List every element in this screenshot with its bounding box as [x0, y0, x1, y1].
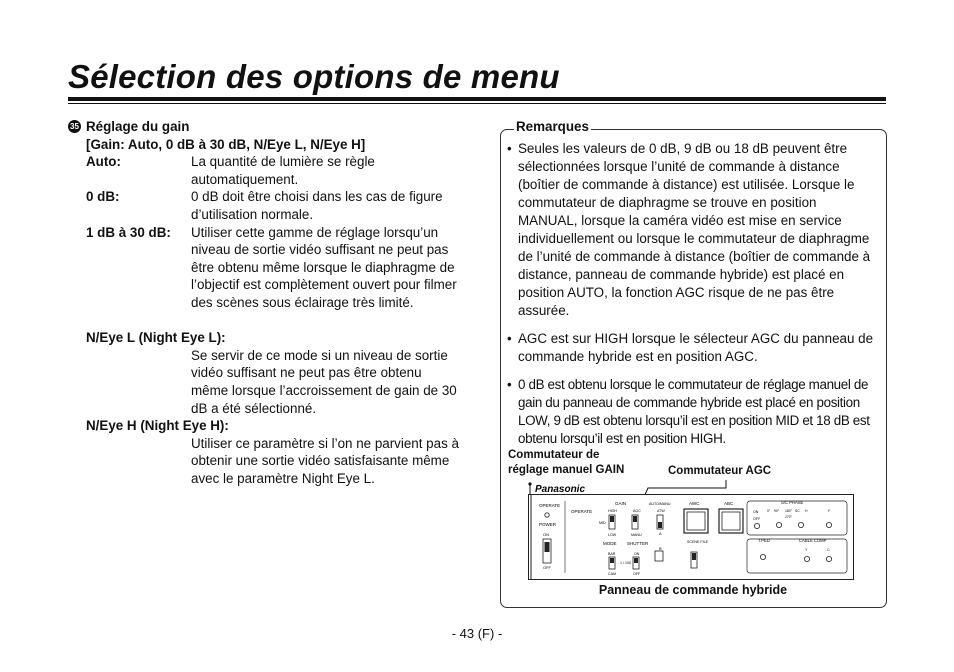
- param-label-auto: Auto:: [86, 154, 121, 170]
- power-label: POWER: [539, 522, 557, 527]
- tped-label: T.PED: [758, 538, 770, 543]
- cable-comp-c-knob[interactable]: [826, 556, 831, 561]
- auto-manu-label: AUTO/MANU: [649, 502, 671, 506]
- panel-brand: Panasonic: [535, 484, 586, 495]
- section-number-badge: 35: [68, 120, 81, 133]
- power-switch-knob: [545, 542, 550, 552]
- operate-lamp: [545, 513, 549, 517]
- panel-drawing: [529, 484, 853, 579]
- operate-label: OPERATE: [539, 503, 561, 508]
- bullet: •: [507, 141, 512, 156]
- agc-label: AGC: [633, 509, 641, 513]
- param-label-neye-h: N/Eye H (Night Eye H):: [86, 418, 229, 434]
- atw-switch-knob: [658, 522, 662, 528]
- awc-button-face: [687, 512, 705, 530]
- bullet: •: [507, 377, 512, 392]
- deg90-label: 90°: [774, 509, 780, 513]
- sc-phase-on-off-knob[interactable]: [754, 523, 759, 528]
- c-label: C: [827, 548, 830, 552]
- sc-label: SC: [795, 509, 800, 513]
- scene-file-label: SCENE FILE: [687, 540, 708, 544]
- bar-label: BAR: [608, 552, 616, 556]
- sc-phase-label: S/C PHASE: [781, 500, 804, 505]
- abc-label: ABC: [724, 501, 734, 506]
- y-label: Y: [805, 548, 808, 552]
- gain-group-label: GAIN: [615, 501, 627, 506]
- cam-label: CAM: [608, 572, 616, 576]
- f-label: F: [828, 509, 831, 513]
- gain-switch-label: Commutateur de réglage manuel GAIN: [508, 449, 625, 476]
- deg180-label: 180°: [785, 509, 793, 513]
- section-subheading: [Gain: Auto, 0 dB à 30 dB, N/Eye L, N/Eye H]: [86, 136, 366, 152]
- remark-text: 0 dB est obtenu lorsque le commutateur de réglage manuel de gain du panneau de commande hybride est placé en position LOW, 9 dB est obtenu lorsqu’il est en position MID et 18 dB est obtenu lorsqu’il est en position HIGH.: [518, 377, 870, 446]
- sc-phase-off-label: OFF: [753, 517, 761, 521]
- shutter-switch-knob: [634, 558, 638, 563]
- gain-manual-switch-knob: [610, 516, 614, 522]
- param-desc-1-30db: Utiliser cette gamme de réglage lorsqu’un niveau de sortie vidéo suffisant ne peut pas être obtenu même lorsque le diaphragme de l’objectif est complètement ouvert pour filmer des scènes sous éclairage très limité.: [191, 224, 457, 310]
- param-desc-auto: La quantité de lumière se règle automatiquement.: [191, 154, 375, 187]
- cable-comp-label: CABLE COMP: [799, 538, 827, 543]
- sc-phase-fine-knob[interactable]: [798, 522, 803, 527]
- shutter-off-label: OFF: [633, 572, 641, 576]
- page-number: - 43 (F) -: [451, 626, 503, 641]
- panel-operate-label: OPERATE: [571, 509, 593, 514]
- shutter-on-label: ON: [634, 552, 640, 556]
- f-knob[interactable]: [826, 522, 831, 527]
- param-label-neye-l: N/Eye L (Night Eye L):: [86, 330, 226, 346]
- mode-label: MODE: [603, 541, 617, 546]
- deg270-label: 270°: [785, 515, 793, 519]
- bullet: •: [507, 331, 512, 346]
- figure-caption: Panneau de commande hybride: [598, 583, 788, 597]
- page-title: Sélection des options de menu: [68, 58, 560, 95]
- abc-button-face: [722, 512, 740, 530]
- h-label: H: [805, 509, 808, 513]
- hybrid-control-panel: [528, 484, 854, 580]
- callout-dot: [528, 482, 531, 485]
- section-heading: Réglage du gain: [86, 119, 190, 134]
- gain-mid-label: MID: [599, 521, 606, 525]
- shutter-label: SHUTTER: [627, 541, 649, 546]
- param-desc-neye-h: Utiliser ce paramètre si l’on ne parvient pas à obtenir une sortie vidéo satisfaisante même avec le paramètre Night Eye L.: [191, 435, 459, 486]
- remark-text: Seules les valeurs de 0 dB, 9 dB ou 18 dB peuvent être sélectionnées lorsque l’unité de commande à distance (boîtier de commande à distance) est utilisée. Lorsque le commutateur de diaphragme se trouve en position MANUAL, lorsque la caméra vidéo est mise en service individuellement ou lorsque le commutateur de diaphragme de l’unité de commande à distance (boîtier de commande à distance, panneau de commande hybride) est placé en position AUTO, la fonction AGC risque de ne pas être assurée.: [518, 141, 871, 318]
- power-off-label: OFF: [543, 565, 551, 570]
- scene-b-label: B: [659, 546, 662, 551]
- scene-a-label: A: [659, 531, 662, 536]
- sc-phase-group: [747, 501, 847, 535]
- agc-switch-label: Commutateur AGC: [668, 465, 772, 477]
- param-desc-0db: 0 dB doit être choisi dans les cas de figure d’utilisation normale.: [191, 189, 443, 222]
- awc-label: AWC: [689, 501, 700, 506]
- param-label-0db: 0 dB:: [86, 189, 120, 205]
- scene-b-button[interactable]: [655, 551, 663, 561]
- shutter-1-100-label: 1 / 100: [620, 561, 631, 565]
- mode-switch-knob: [610, 558, 614, 563]
- remarks-title: Remarques: [516, 119, 589, 134]
- deg0-label: 0°: [767, 509, 771, 513]
- scene-file-switch-knob: [692, 553, 696, 560]
- cable-comp-y-knob[interactable]: [804, 556, 809, 561]
- param-desc-neye-l: Se servir de ce mode si un niveau de sortie vidéo suffisant ne peut pas être obtenu même lorsque l’accroissement de gain de 30 dB a été sélectionné.: [191, 347, 457, 416]
- tped-knob[interactable]: [760, 554, 765, 559]
- gain-high-label: HIGH: [608, 509, 617, 513]
- agc-switch-knob: [633, 516, 637, 522]
- param-label-1-30db: 1 dB à 30 dB:: [86, 224, 171, 240]
- power-on-label: ON: [543, 532, 549, 537]
- gain-low-label: LOW: [608, 533, 617, 537]
- manu-label: MANU: [631, 533, 642, 537]
- remark-text: AGC est sur HIGH lorsque le sélecteur AGC du panneau de commande hybride est en position AGC.: [518, 331, 874, 364]
- atw-label: ATW: [657, 509, 665, 513]
- sc-phase-on-label: ON: [753, 510, 759, 514]
- tped-cable-group: [747, 539, 847, 573]
- sc-phase-selector-knob[interactable]: [776, 522, 781, 527]
